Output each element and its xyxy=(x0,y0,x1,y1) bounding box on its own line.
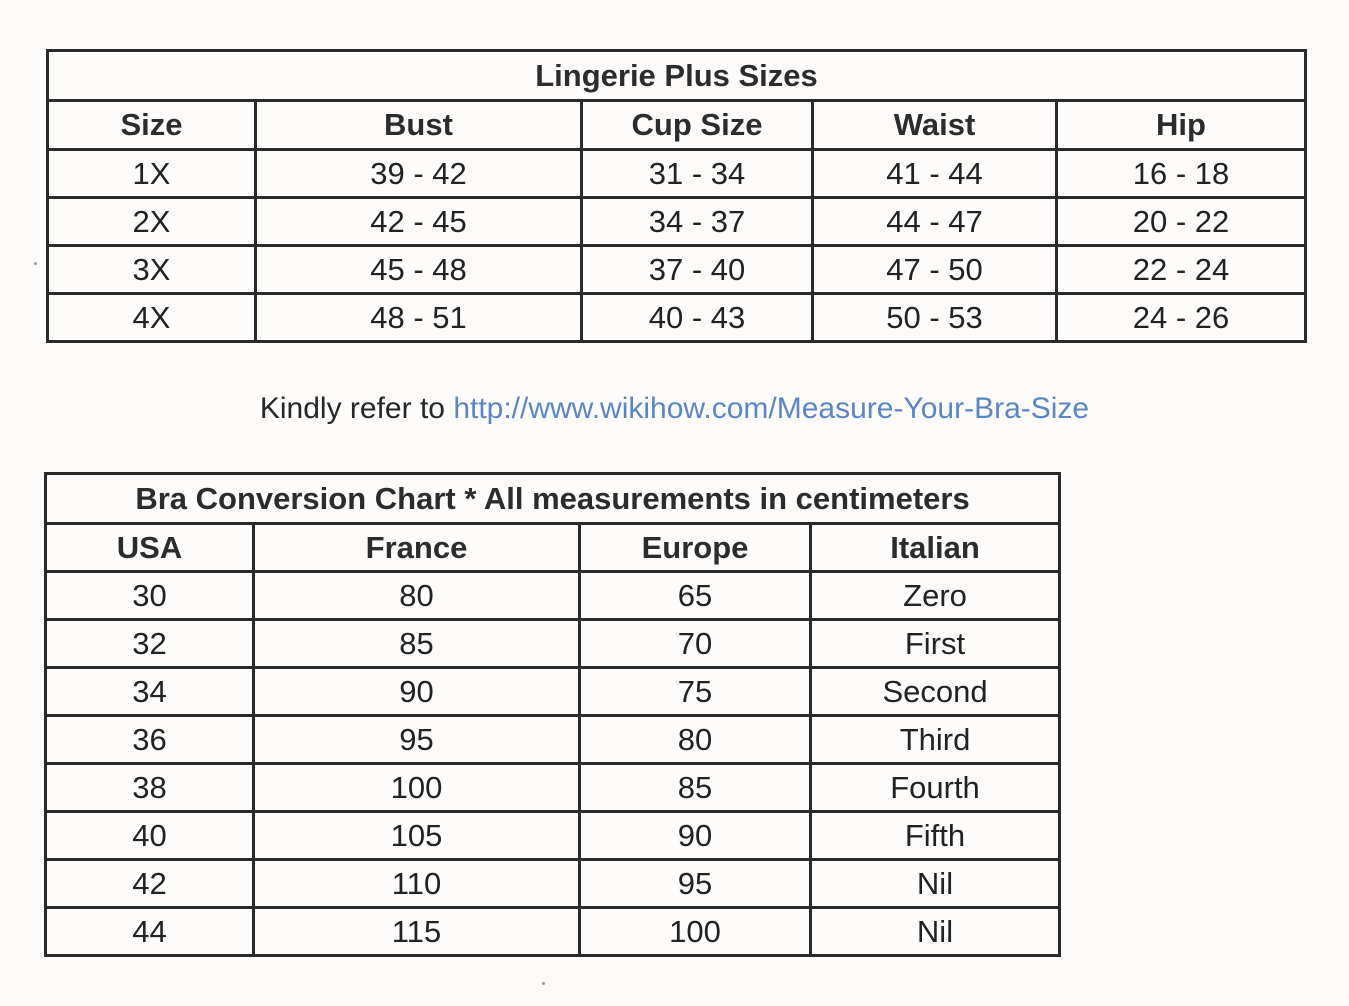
table-cell: 39 - 42 xyxy=(256,150,582,198)
table-cell: Second xyxy=(811,668,1060,716)
table-cell: 80 xyxy=(254,572,580,620)
table-row xyxy=(48,198,1306,246)
table-cell: 42 xyxy=(46,860,254,908)
table-cell: 37 - 40 xyxy=(582,246,813,294)
table-cell: Nil xyxy=(811,908,1060,956)
table-cell: 75 xyxy=(580,668,811,716)
table-cell: Fifth xyxy=(811,812,1060,860)
table-cell: 34 - 37 xyxy=(582,198,813,246)
column-header-hip: Hip xyxy=(1057,101,1306,150)
table-cell: 85 xyxy=(254,620,580,668)
table-cell: 31 - 34 xyxy=(582,150,813,198)
table-cell: 2X xyxy=(48,198,256,246)
table-cell: Nil xyxy=(811,860,1060,908)
table-cell: 50 - 53 xyxy=(813,294,1057,342)
reference-note-text: Kindly refer to xyxy=(259,392,445,425)
table-cell: 22 - 24 xyxy=(1057,246,1306,294)
column-header-waist: Waist xyxy=(813,101,1057,150)
table-cell: 65 xyxy=(580,572,811,620)
column-header-usa: USA xyxy=(46,524,254,572)
table-cell: 115 xyxy=(254,908,580,956)
table-cell: 95 xyxy=(580,860,811,908)
table-row xyxy=(46,620,1060,668)
table-cell: 40 - 43 xyxy=(582,294,813,342)
scan-speck xyxy=(34,262,37,265)
table-header-row xyxy=(46,524,1060,572)
table-cell: 110 xyxy=(254,860,580,908)
bra-conversion-chart-table xyxy=(44,472,1061,957)
table-cell: 80 xyxy=(580,716,811,764)
table-cell: 44 - 47 xyxy=(813,198,1057,246)
table-cell: 85 xyxy=(580,764,811,812)
table-cell: 105 xyxy=(254,812,580,860)
table-cell: 100 xyxy=(254,764,580,812)
table-row xyxy=(48,150,1306,198)
table-row xyxy=(46,812,1060,860)
table-cell: 95 xyxy=(254,716,580,764)
table-cell: 38 xyxy=(46,764,254,812)
table-title-row xyxy=(46,474,1060,524)
column-header-size: Size xyxy=(48,101,256,150)
table-cell: Third xyxy=(811,716,1060,764)
table-row xyxy=(46,908,1060,956)
table-row xyxy=(48,294,1306,342)
reference-note xyxy=(0,392,1349,426)
table-cell: 100 xyxy=(580,908,811,956)
table-cell: Zero xyxy=(811,572,1060,620)
table-cell: 20 - 22 xyxy=(1057,198,1306,246)
table-cell: 24 - 26 xyxy=(1057,294,1306,342)
table-cell: 70 xyxy=(580,620,811,668)
table-cell: 47 - 50 xyxy=(813,246,1057,294)
column-header-france: France xyxy=(254,524,580,572)
table-row xyxy=(46,572,1060,620)
column-header-italian: Italian xyxy=(811,524,1060,572)
column-header-bust: Bust xyxy=(256,101,582,150)
table-title: Bra Conversion Chart * All measurements in centimeters xyxy=(46,474,1060,524)
table-row xyxy=(46,716,1060,764)
table-cell: 32 xyxy=(46,620,254,668)
table-row xyxy=(46,860,1060,908)
column-header-europe: Europe xyxy=(580,524,811,572)
table-cell: 41 - 44 xyxy=(813,150,1057,198)
table-cell: 3X xyxy=(48,246,256,294)
table-cell: 1X xyxy=(48,150,256,198)
table-cell: 16 - 18 xyxy=(1057,150,1306,198)
table-cell: 90 xyxy=(254,668,580,716)
lingerie-plus-sizes-table xyxy=(46,49,1307,343)
table-header-row xyxy=(48,101,1306,150)
table-cell: 40 xyxy=(46,812,254,860)
table-cell: 36 xyxy=(46,716,254,764)
table-cell: Fourth xyxy=(811,764,1060,812)
table-cell: 45 - 48 xyxy=(256,246,582,294)
scan-speck xyxy=(542,982,545,985)
table-cell: 34 xyxy=(46,668,254,716)
table-row xyxy=(46,764,1060,812)
table-cell: 42 - 45 xyxy=(256,198,582,246)
table-cell: 90 xyxy=(580,812,811,860)
table-title: Lingerie Plus Sizes xyxy=(48,51,1306,101)
column-header-cup-size: Cup Size xyxy=(582,101,813,150)
table-cell: First xyxy=(811,620,1060,668)
table-cell: 30 xyxy=(46,572,254,620)
table-cell: 4X xyxy=(48,294,256,342)
table-cell: 44 xyxy=(46,908,254,956)
table-cell: 48 - 51 xyxy=(256,294,582,342)
table-row xyxy=(48,246,1306,294)
wikihow-link[interactable]: http://www.wikihow.com/Measure-Your-Bra-Size xyxy=(453,392,1090,425)
table-title-row xyxy=(48,51,1306,101)
table-row xyxy=(46,668,1060,716)
